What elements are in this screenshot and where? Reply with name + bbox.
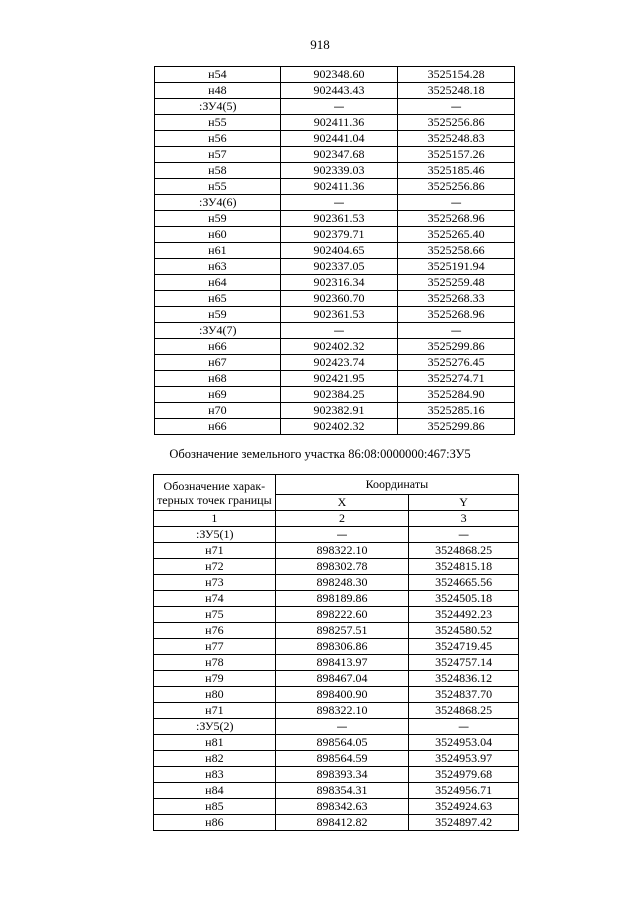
- y-coordinate: 3525299.86: [398, 339, 515, 355]
- y-coordinate: 3524757.14: [409, 655, 519, 671]
- x-coordinate: 898413.97: [275, 655, 409, 671]
- table-row: [155, 291, 515, 307]
- y-coordinate: —: [409, 719, 519, 735]
- y-coordinate: 3525191.94: [398, 259, 515, 275]
- table-row: [155, 179, 515, 195]
- point-label: н78: [154, 655, 276, 671]
- x-coordinate: 898564.59: [275, 751, 409, 767]
- x-coordinate: 902402.32: [280, 339, 398, 355]
- table-row: [155, 403, 515, 419]
- x-coordinate: 898342.63: [275, 799, 409, 815]
- point-label: н74: [154, 591, 276, 607]
- table-header: [154, 475, 519, 527]
- table-row: [154, 655, 519, 671]
- y-coordinate: 3524868.25: [409, 703, 519, 719]
- table-row: [154, 639, 519, 655]
- y-coordinate: 3525258.66: [398, 243, 515, 259]
- point-label: н79: [154, 671, 276, 687]
- x-coordinate: 898322.10: [275, 543, 409, 559]
- y-coordinate: —: [398, 323, 515, 339]
- x-coordinate: 902443.43: [280, 83, 398, 99]
- table-top-body: [155, 67, 515, 435]
- y-coordinate: 3525284.90: [398, 387, 515, 403]
- point-label: н60: [155, 227, 281, 243]
- x-coordinate: 902361.53: [280, 211, 398, 227]
- x-coordinate: 902337.05: [280, 259, 398, 275]
- table-row: [155, 243, 515, 259]
- point-label: н73: [154, 575, 276, 591]
- point-label: н68: [155, 371, 281, 387]
- point-label: н86: [154, 815, 276, 831]
- section-label: :ЗУ5(2): [154, 719, 276, 735]
- table-row: [154, 799, 519, 815]
- y-coordinate: 3524492.23: [409, 607, 519, 623]
- table-row: [155, 259, 515, 275]
- table-row: [154, 543, 519, 559]
- section-row: [154, 719, 519, 735]
- y-coordinate: 3525274.71: [398, 371, 515, 387]
- point-label: н71: [154, 703, 276, 719]
- table-row: [155, 83, 515, 99]
- point-label: н84: [154, 783, 276, 799]
- y-coordinate: —: [398, 195, 515, 211]
- point-label: н66: [155, 339, 281, 355]
- x-coordinate: 902360.70: [280, 291, 398, 307]
- point-label: н83: [154, 767, 276, 783]
- table-row: [154, 783, 519, 799]
- header-col-number-3: 3: [409, 511, 519, 527]
- y-coordinate: 3524979.68: [409, 767, 519, 783]
- table-row: [155, 275, 515, 291]
- table-row: [155, 115, 515, 131]
- x-coordinate: —: [280, 99, 398, 115]
- section-row: [154, 527, 519, 543]
- x-coordinate: 902404.65: [280, 243, 398, 259]
- table-row: [154, 575, 519, 591]
- point-label: н75: [154, 607, 276, 623]
- y-coordinate: 3525268.33: [398, 291, 515, 307]
- point-label: н58: [155, 163, 281, 179]
- table-row: [155, 227, 515, 243]
- x-coordinate: 898354.31: [275, 783, 409, 799]
- y-coordinate: 3525285.16: [398, 403, 515, 419]
- point-label: н56: [155, 131, 281, 147]
- point-label: н85: [154, 799, 276, 815]
- x-coordinate: 898257.51: [275, 623, 409, 639]
- point-label: н55: [155, 179, 281, 195]
- page-number: 918: [310, 37, 330, 52]
- y-coordinate: 3525185.46: [398, 163, 515, 179]
- y-coordinate: 3524953.97: [409, 751, 519, 767]
- y-coordinate: 3524815.18: [409, 559, 519, 575]
- y-coordinate: 3524836.12: [409, 671, 519, 687]
- y-coordinate: 3524719.45: [409, 639, 519, 655]
- point-label: н59: [155, 211, 281, 227]
- header-y-label: Y: [409, 495, 519, 511]
- y-coordinate: 3525256.86: [398, 179, 515, 195]
- y-coordinate: 3524580.52: [409, 623, 519, 639]
- point-label: н54: [155, 67, 281, 83]
- table-bottom-body: [154, 527, 519, 831]
- section-label: :ЗУ5(1): [154, 527, 276, 543]
- y-coordinate: 3524953.04: [409, 735, 519, 751]
- x-coordinate: 902411.36: [280, 115, 398, 131]
- y-coordinate: 3525256.86: [398, 115, 515, 131]
- table-row: [154, 735, 519, 751]
- point-label: н57: [155, 147, 281, 163]
- table-row: [155, 67, 515, 83]
- table-row: [155, 371, 515, 387]
- x-coordinate: —: [280, 195, 398, 211]
- y-coordinate: 3525276.45: [398, 355, 515, 371]
- table-row: [155, 211, 515, 227]
- section-label: :ЗУ4(7): [155, 323, 281, 339]
- point-label: н67: [155, 355, 281, 371]
- x-coordinate: 902384.25: [280, 387, 398, 403]
- x-coordinate: 902316.34: [280, 275, 398, 291]
- x-coordinate: 902423.74: [280, 355, 398, 371]
- table-row: [155, 387, 515, 403]
- table-row: [155, 131, 515, 147]
- x-coordinate: 902402.32: [280, 419, 398, 435]
- header-col-number-1: 1: [154, 511, 276, 527]
- section-row: [155, 323, 515, 339]
- y-coordinate: 3524924.63: [409, 799, 519, 815]
- coordinates-table-continued: [154, 66, 515, 435]
- point-label: н66: [155, 419, 281, 435]
- x-coordinate: 902421.95: [280, 371, 398, 387]
- x-coordinate: 898564.05: [275, 735, 409, 751]
- point-label: н70: [155, 403, 281, 419]
- table-row: [154, 687, 519, 703]
- y-coordinate: 3525268.96: [398, 211, 515, 227]
- y-coordinate: 3524868.25: [409, 543, 519, 559]
- section-row: [155, 99, 515, 115]
- y-coordinate: 3524665.56: [409, 575, 519, 591]
- table-row: [154, 623, 519, 639]
- y-coordinate: 3525248.18: [398, 83, 515, 99]
- x-coordinate: 902411.36: [280, 179, 398, 195]
- table-row: [154, 751, 519, 767]
- y-coordinate: 3525259.48: [398, 275, 515, 291]
- table-row: [154, 559, 519, 575]
- land-plot-caption: Обозначение земельного участка 86:08:0000000:467:ЗУ5: [169, 447, 471, 461]
- section-row: [155, 195, 515, 211]
- y-coordinate: —: [409, 527, 519, 543]
- point-label: н65: [155, 291, 281, 307]
- x-coordinate: 898412.82: [275, 815, 409, 831]
- x-coordinate: 902382.91: [280, 403, 398, 419]
- y-coordinate: 3525154.28: [398, 67, 515, 83]
- section-label: :ЗУ4(6): [155, 195, 281, 211]
- table-row: [155, 419, 515, 435]
- point-label: н59: [155, 307, 281, 323]
- x-coordinate: 898467.04: [275, 671, 409, 687]
- y-coordinate: 3524505.18: [409, 591, 519, 607]
- table-row: [155, 307, 515, 323]
- point-label: н80: [154, 687, 276, 703]
- table-row: [154, 703, 519, 719]
- header-coordinates-label: Координаты: [275, 475, 518, 495]
- y-coordinate: 3524897.42: [409, 815, 519, 831]
- x-coordinate: 898322.10: [275, 703, 409, 719]
- x-coordinate: 898189.86: [275, 591, 409, 607]
- header-points-label: Обозначение харак-терных точек границы: [154, 475, 276, 511]
- x-coordinate: —: [275, 527, 409, 543]
- table-row: [155, 355, 515, 371]
- section-label: :ЗУ4(5): [155, 99, 281, 115]
- x-coordinate: 902441.04: [280, 131, 398, 147]
- point-label: н71: [154, 543, 276, 559]
- x-coordinate: 898248.30: [275, 575, 409, 591]
- point-label: н82: [154, 751, 276, 767]
- y-coordinate: 3525248.83: [398, 131, 515, 147]
- coordinates-table-zu5: [153, 474, 519, 831]
- y-coordinate: 3525299.86: [398, 419, 515, 435]
- table-row: [154, 607, 519, 623]
- table-row: [154, 767, 519, 783]
- point-label: н77: [154, 639, 276, 655]
- table-row: [155, 339, 515, 355]
- header-col-number-2: 2: [275, 511, 409, 527]
- x-coordinate: 898400.90: [275, 687, 409, 703]
- point-label: н55: [155, 115, 281, 131]
- table-row: [155, 147, 515, 163]
- y-coordinate: 3524837.70: [409, 687, 519, 703]
- y-coordinate: —: [398, 99, 515, 115]
- table-row: [155, 163, 515, 179]
- table-row: [154, 671, 519, 687]
- y-coordinate: 3525268.96: [398, 307, 515, 323]
- point-label: н69: [155, 387, 281, 403]
- x-coordinate: 898306.86: [275, 639, 409, 655]
- x-coordinate: 902339.03: [280, 163, 398, 179]
- y-coordinate: 3525265.40: [398, 227, 515, 243]
- x-coordinate: —: [280, 323, 398, 339]
- x-coordinate: 898302.78: [275, 559, 409, 575]
- x-coordinate: 902361.53: [280, 307, 398, 323]
- table-row: [154, 591, 519, 607]
- x-coordinate: 902347.68: [280, 147, 398, 163]
- header-x-label: X: [275, 495, 409, 511]
- x-coordinate: 902348.60: [280, 67, 398, 83]
- y-coordinate: 3525157.26: [398, 147, 515, 163]
- point-label: н81: [154, 735, 276, 751]
- x-coordinate: 902379.71: [280, 227, 398, 243]
- y-coordinate: 3524956.71: [409, 783, 519, 799]
- point-label: н72: [154, 559, 276, 575]
- point-label: н64: [155, 275, 281, 291]
- table-row: [154, 815, 519, 831]
- point-label: н48: [155, 83, 281, 99]
- point-label: н76: [154, 623, 276, 639]
- x-coordinate: 898393.34: [275, 767, 409, 783]
- x-coordinate: 898222.60: [275, 607, 409, 623]
- x-coordinate: —: [275, 719, 409, 735]
- point-label: н61: [155, 243, 281, 259]
- point-label: н63: [155, 259, 281, 275]
